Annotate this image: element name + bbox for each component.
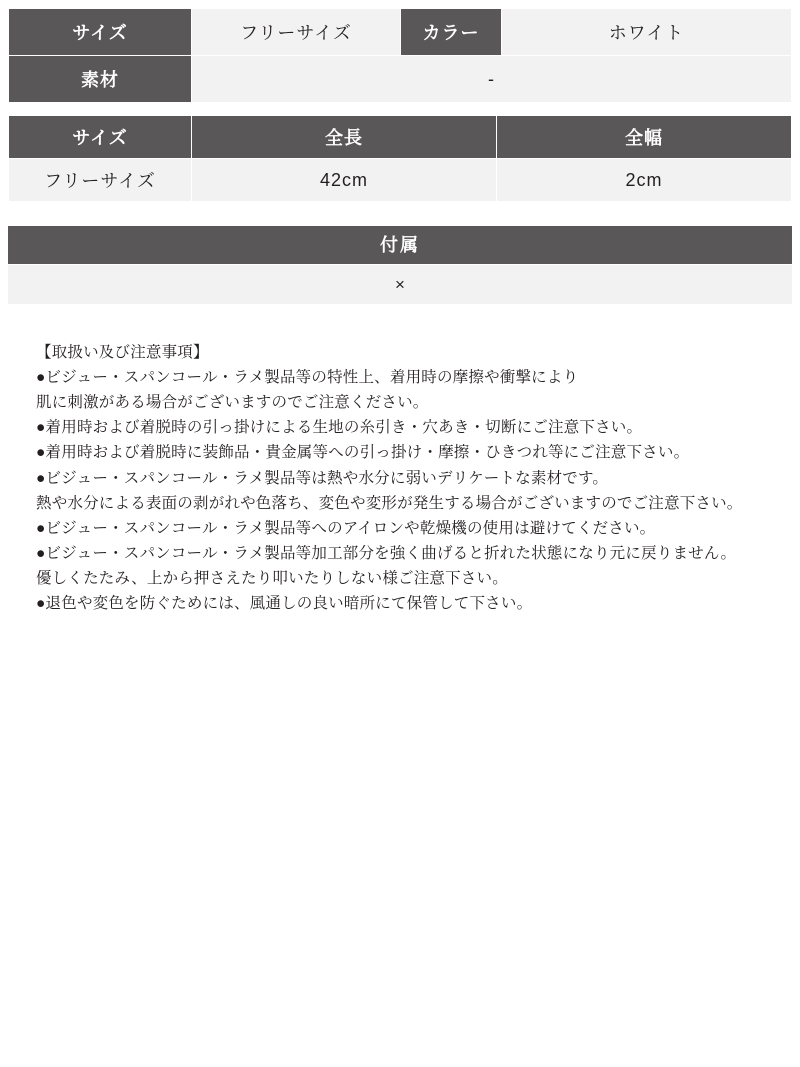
table-row	[9, 159, 792, 202]
measure-header-length: 全長	[192, 116, 497, 159]
note-line: 熱や水分による表面の剥がれや色落ち、変色や変形が発生する場合がございますのでご注意下さい。	[36, 494, 743, 512]
table-row	[9, 56, 792, 103]
spec-label-color: カラー	[401, 9, 502, 56]
note-line: ●ビジュー・スパンコール・ラメ製品等加工部分を強く曲げると折れた状態になり元に戻りません。	[36, 544, 737, 562]
note-line: 肌に刺激がある場合がございますのでご注意ください。	[36, 394, 429, 412]
spacer	[8, 202, 792, 226]
table-row	[9, 9, 792, 56]
note-line: ●ビジュー・スパンコール・ラメ製品等へのアイロンや乾燥機の使用は避けてください。	[36, 519, 656, 537]
note-line: ●ビジュー・スパンコール・ラメ製品等は熱や水分に弱いデリケートな素材です。	[36, 469, 609, 487]
spec-label-material: 素材	[9, 56, 192, 103]
table-header-row	[9, 116, 792, 159]
spec-label-size: サイズ	[9, 9, 192, 56]
measure-value-length: 42cm	[192, 159, 497, 202]
notes-section	[8, 340, 792, 616]
measure-value-width: 2cm	[497, 159, 792, 202]
note-line: ●着用時および着脱時に装飾品・貴金属等への引っ掛け・摩擦・ひきつれ等にご注意下さい。	[36, 444, 690, 462]
measure-header-size: サイズ	[9, 116, 192, 159]
note-line: ●退色や変色を防ぐためには、風通しの良い暗所にて保管して下さい。	[36, 595, 533, 613]
measure-header-width: 全幅	[497, 116, 792, 159]
notes-heading: 【取扱い及び注意事項】	[36, 344, 209, 361]
spec-value-material: -	[192, 56, 792, 103]
spacer	[8, 103, 792, 115]
note-line: ●着用時および着脱時の引っ掛けによる生地の糸引き・穴あき・切断にご注意下さい。	[36, 419, 643, 437]
note-line: ●ビジュー・スパンコール・ラメ製品等の特性上、着用時の摩擦や衝撃により	[36, 369, 579, 387]
spec-table	[8, 8, 792, 103]
accessory-value: ×	[8, 264, 792, 304]
measure-value-size: フリーサイズ	[9, 159, 192, 202]
accessory-header: 付属	[8, 226, 792, 264]
spec-value-color: ホワイト	[502, 9, 792, 56]
measurement-table	[8, 115, 792, 202]
spec-value-size: フリーサイズ	[192, 9, 401, 56]
note-line: 優しくたたみ、上から押さえたり叩いたりしない様ご注意下さい。	[36, 569, 508, 587]
